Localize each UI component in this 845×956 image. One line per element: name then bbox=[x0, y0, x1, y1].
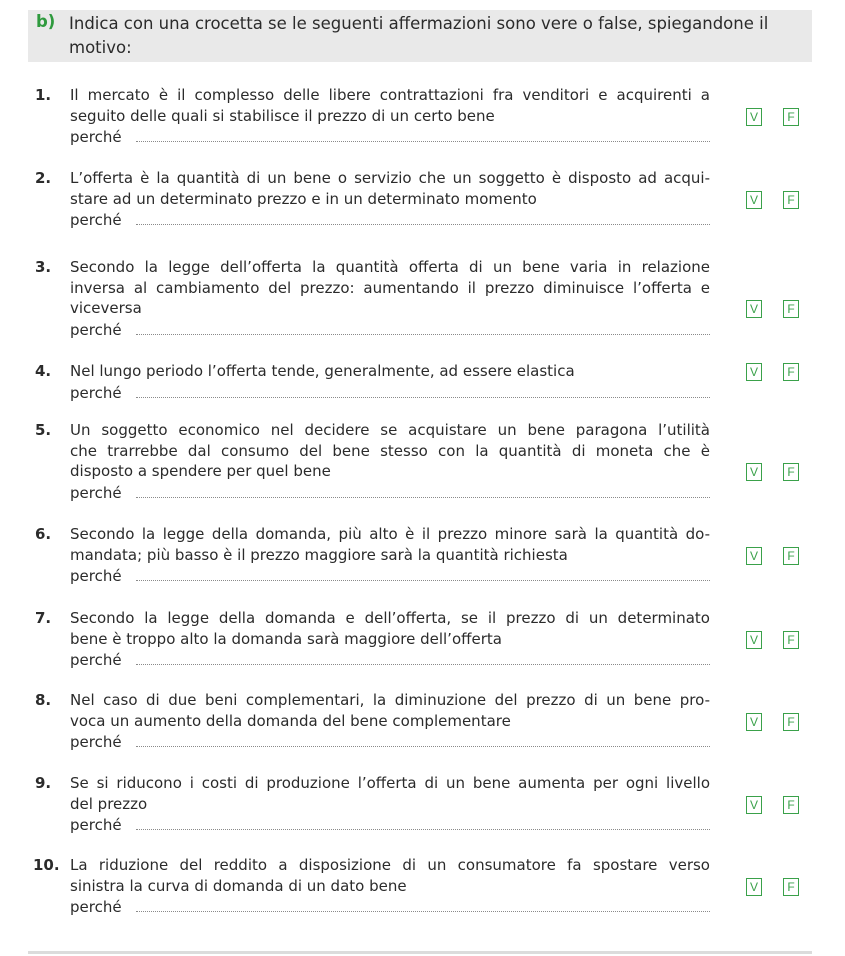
perche-label: perché bbox=[70, 211, 122, 229]
section-label: b) bbox=[36, 12, 56, 31]
statement-number: 6. bbox=[35, 525, 52, 543]
statement-text bbox=[70, 524, 710, 565]
true-false-boxes bbox=[746, 363, 806, 381]
false-checkbox[interactable]: F bbox=[783, 300, 799, 318]
answer-line[interactable] bbox=[136, 664, 710, 665]
true-false-boxes bbox=[746, 878, 806, 896]
statement-line: viceversa bbox=[70, 299, 142, 317]
statement-number: 7. bbox=[35, 609, 52, 627]
statement-number: 3. bbox=[35, 258, 52, 276]
statement-line: Il mercato è il complesso delle libere contrattazioni fra venditori e acquirenti a bbox=[70, 86, 710, 104]
statement-text bbox=[70, 420, 710, 482]
statement-line: inversa al cambiamento del prezzo: aumentando il prezzo diminuisce l’offerta e bbox=[70, 278, 710, 297]
perche-label: perché bbox=[70, 383, 122, 402]
perche-row bbox=[70, 210, 710, 230]
true-checkbox[interactable]: V bbox=[746, 191, 762, 209]
statement-number: 1. bbox=[35, 86, 52, 104]
true-checkbox[interactable]: V bbox=[746, 108, 762, 126]
answer-line[interactable] bbox=[136, 334, 710, 335]
perche-row bbox=[70, 650, 710, 670]
true-checkbox[interactable]: V bbox=[746, 878, 762, 896]
statement-line: Nel lungo periodo l’offerta tende, generalmente, ad essere elastica bbox=[70, 362, 575, 380]
perche-label: perché bbox=[70, 898, 122, 916]
statement-text bbox=[70, 257, 710, 319]
false-checkbox[interactable]: F bbox=[783, 363, 799, 381]
perche-label: perché bbox=[70, 816, 122, 834]
true-checkbox[interactable]: V bbox=[746, 463, 762, 481]
statement-number: 5. bbox=[35, 421, 52, 439]
statement-line: stare ad un determinato prezzo e in un determinato momento bbox=[70, 189, 537, 208]
answer-line[interactable] bbox=[136, 829, 710, 830]
false-checkbox[interactable]: F bbox=[783, 631, 799, 649]
false-checkbox[interactable]: F bbox=[783, 463, 799, 481]
statement-line: mandata; più basso è il prezzo maggiore sarà la quantità richiesta bbox=[70, 545, 568, 564]
perche-label: perché bbox=[70, 733, 122, 751]
statement-number: 8. bbox=[35, 691, 52, 709]
statement-line: La riduzione del reddito a disposizione di un consumatore fa spostare verso bbox=[70, 856, 710, 874]
statement-text bbox=[70, 168, 710, 209]
statement-number: 4. bbox=[35, 362, 52, 380]
true-checkbox[interactable]: V bbox=[746, 363, 762, 381]
true-checkbox[interactable]: V bbox=[746, 300, 762, 318]
perche-row bbox=[70, 732, 710, 752]
perche-label: perché bbox=[70, 320, 122, 339]
perche-label: perché bbox=[70, 483, 122, 502]
statement-text bbox=[70, 690, 710, 731]
true-false-boxes bbox=[746, 463, 806, 481]
false-checkbox[interactable]: F bbox=[783, 191, 799, 209]
answer-line[interactable] bbox=[136, 497, 710, 498]
true-false-boxes bbox=[746, 191, 806, 209]
answer-line[interactable] bbox=[136, 224, 710, 225]
perche-row bbox=[70, 383, 710, 403]
true-false-boxes bbox=[746, 300, 806, 318]
statement-text bbox=[70, 361, 710, 382]
perche-row bbox=[70, 127, 710, 147]
false-checkbox[interactable]: F bbox=[783, 547, 799, 565]
statement-line: voca un aumento della domanda del bene complementare bbox=[70, 711, 511, 730]
true-false-boxes bbox=[746, 108, 806, 126]
false-checkbox[interactable]: F bbox=[783, 878, 799, 896]
false-checkbox[interactable]: F bbox=[783, 713, 799, 731]
perche-row bbox=[70, 566, 710, 586]
statement-text bbox=[70, 855, 710, 896]
perche-row bbox=[70, 320, 710, 340]
answer-line[interactable] bbox=[136, 397, 710, 398]
statement-line: bene è troppo alto la domanda sarà maggiore dell’offerta bbox=[70, 629, 502, 648]
true-false-boxes bbox=[746, 796, 806, 814]
true-checkbox[interactable]: V bbox=[746, 547, 762, 565]
instruction-text: Indica con una crocetta se le seguenti affermazioni sono vere o false, spiegandone il motivo: bbox=[69, 14, 769, 57]
statement-line: Se si riducono i costi di produzione l’offerta di un bene aumenta per ogni livello bbox=[70, 774, 710, 792]
bottom-divider bbox=[28, 951, 812, 954]
statement-line: Secondo la legge della domanda, più alto è il prezzo minore sarà la quantità do- bbox=[70, 525, 710, 543]
perche-label: perché bbox=[70, 651, 122, 669]
statement-line: sinistra la curva di domanda di un dato bene bbox=[70, 876, 407, 895]
false-checkbox[interactable]: F bbox=[783, 108, 799, 126]
perche-row bbox=[70, 897, 710, 917]
statement-number: 10. bbox=[33, 856, 60, 874]
perche-label: perché bbox=[70, 567, 122, 585]
answer-line[interactable] bbox=[136, 580, 710, 581]
true-checkbox[interactable]: V bbox=[746, 631, 762, 649]
statement-text bbox=[70, 773, 710, 814]
statement-line: seguito delle quali si stabilisce il prezzo di un certo bene bbox=[70, 106, 495, 125]
statement-text bbox=[70, 608, 710, 649]
true-false-boxes bbox=[746, 547, 806, 565]
answer-line[interactable] bbox=[136, 141, 710, 142]
statement-line: Secondo la legge della domanda e dell’offerta, se il prezzo di un determinato bbox=[70, 609, 710, 627]
true-false-boxes bbox=[746, 713, 806, 731]
statement-line: Nel caso di due beni complementari, la diminuzione del prezzo di un bene pro- bbox=[70, 691, 710, 709]
true-false-boxes bbox=[746, 631, 806, 649]
perche-row bbox=[70, 815, 710, 835]
true-checkbox[interactable]: V bbox=[746, 713, 762, 731]
statement-number: 2. bbox=[35, 169, 52, 187]
perche-label: perché bbox=[70, 128, 122, 146]
false-checkbox[interactable]: F bbox=[783, 796, 799, 814]
perche-row bbox=[70, 483, 710, 503]
answer-line[interactable] bbox=[136, 911, 710, 912]
statement-number: 9. bbox=[35, 774, 52, 792]
answer-line[interactable] bbox=[136, 746, 710, 747]
true-checkbox[interactable]: V bbox=[746, 796, 762, 814]
statement-line: Un soggetto economico nel decidere se acquistare un bene paragona l’utilità bbox=[70, 421, 710, 439]
statement-text bbox=[70, 85, 710, 126]
statement-line: Secondo la legge dell’offerta la quantità offerta di un bene varia in relazione bbox=[70, 258, 710, 276]
statement-line: del prezzo bbox=[70, 794, 148, 813]
statement-line: che trarrebbe dal consumo del bene stesso con la quantità di moneta che è bbox=[70, 441, 710, 460]
statement-line: L’offerta è la quantità di un bene o servizio che un soggetto è disposto ad acqui- bbox=[70, 169, 710, 187]
statement-line: disposto a spendere per quel bene bbox=[70, 462, 331, 480]
